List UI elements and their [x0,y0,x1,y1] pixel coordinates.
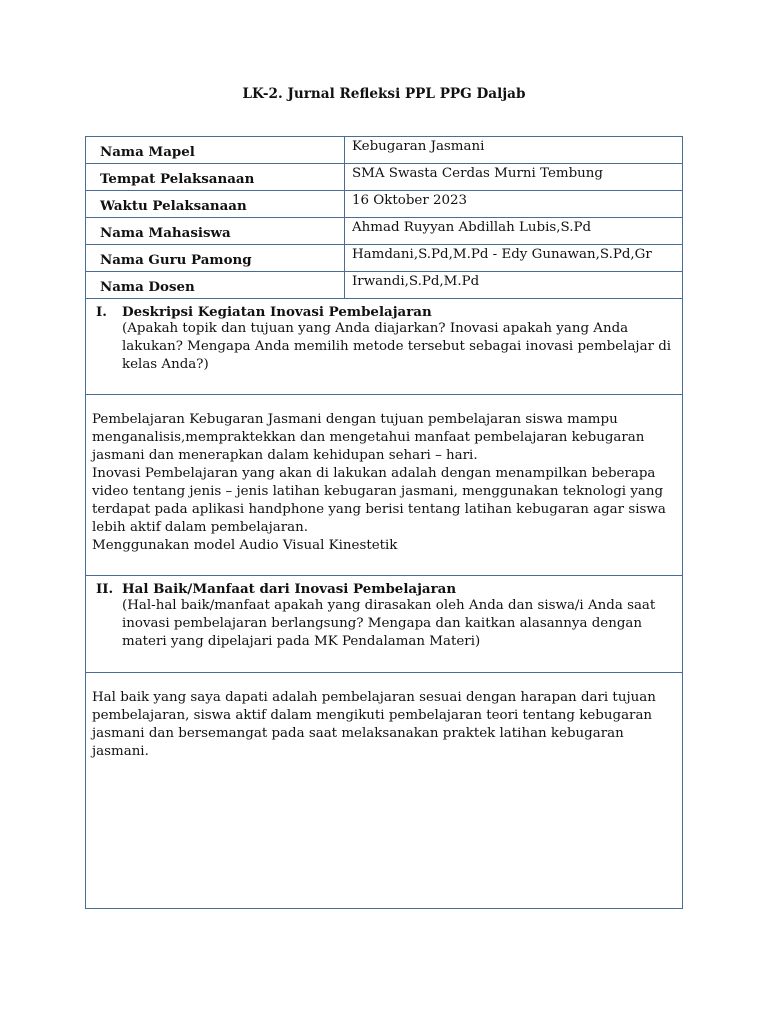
info-value: Irwandi,S.Pd,M.Pd [352,274,480,289]
answer-paragraph: Hal baik yang saya dapati adalah pembelajaran sesuai dengan harapan dari tujuan pembelajaran, siswa aktif dalam mengikuti pembelajaran teori tentang kebugaran jasmani dan bersemangat pada saat melaksanakan praktek latihan kebugaran jasmani. [92,690,656,759]
info-value: Kebugaran Jasmani [352,139,485,154]
info-row-mapel [86,137,682,164]
section-title-text: Hal Baik/Manfaat dari Inovasi Pembelajaran [122,581,457,597]
answer-paragraph: Pembelajaran Kebugaran Jasmani dengan tujuan pembelajaran siswa mampu menganalisis,mempraktekkan dan mengetahui manfaat pembelajaran kebugaran jasmani dan menerapkan dalam kehidupan sehari – hari. [92,412,645,463]
info-label: Nama Dosen [100,279,195,295]
info-row-mahasiswa [86,218,682,245]
info-row-waktu [86,191,682,218]
info-row-guru-pamong [86,245,682,272]
section-2-header [86,576,682,673]
section-number: II. [96,581,114,597]
section-1-prompt: (Apakah topik dan tujuan yang Anda diajarkan? Inovasi apakah yang Anda lakukan? Mengapa Anda memilih metode tersebut sebagai inovasi pembelajar di kelas Anda?) [122,321,672,372]
section-title-text: Deskripsi Kegiatan Inovasi Pembelajaran [122,304,432,320]
section-2-prompt: (Hal-hal baik/manfaat apakah yang dirasakan oleh Anda dan siswa/i Anda saat inovasi pembelajaran berlangsung? Mengapa dan kaitkan alasannya dengan materi yang dipelajari pada MK Pendalaman Materi) [122,598,656,649]
section-1-title [96,304,432,320]
section-1-header [86,299,682,395]
answer-paragraph: Inovasi Pembelajaran yang akan di lakukan adalah dengan menampilkan beberapa video tentang jenis – jenis latihan kebugaran jasmani, menggunakan teknologi yang terdapat pada aplikasi handphone yang berisi tentang latihan kebugaran agar siswa lebih aktif dalam pembelajaran. [92,466,666,535]
info-value: Ahmad Ruyyan Abdillah Lubis,S.Pd [352,220,592,235]
info-label: Nama Mapel [100,144,195,160]
journal-table [85,136,683,909]
info-value: Hamdani,S.Pd,M.Pd - Edy Gunawan,S.Pd,Gr [352,247,652,262]
info-label: Nama Mahasiswa [100,225,231,241]
section-2-title [96,581,456,597]
section-number: I. [96,304,107,320]
info-label: Waktu Pelaksanaan [100,198,247,214]
section-1-answer [86,395,682,576]
section-2-answer [86,673,682,908]
info-value: 16 Oktober 2023 [352,193,468,208]
info-value: SMA Swasta Cerdas Murni Tembung [352,166,603,181]
answer-paragraph: Menggunakan model Audio Visual Kinestetik [92,538,398,553]
info-row-tempat [86,164,682,191]
info-row-dosen [86,272,682,299]
info-label: Nama Guru Pamong [100,252,252,268]
info-label: Tempat Pelaksanaan [100,171,255,187]
document-title: LK-2. Jurnal Refleksi PPL PPG Daljab [242,86,526,102]
